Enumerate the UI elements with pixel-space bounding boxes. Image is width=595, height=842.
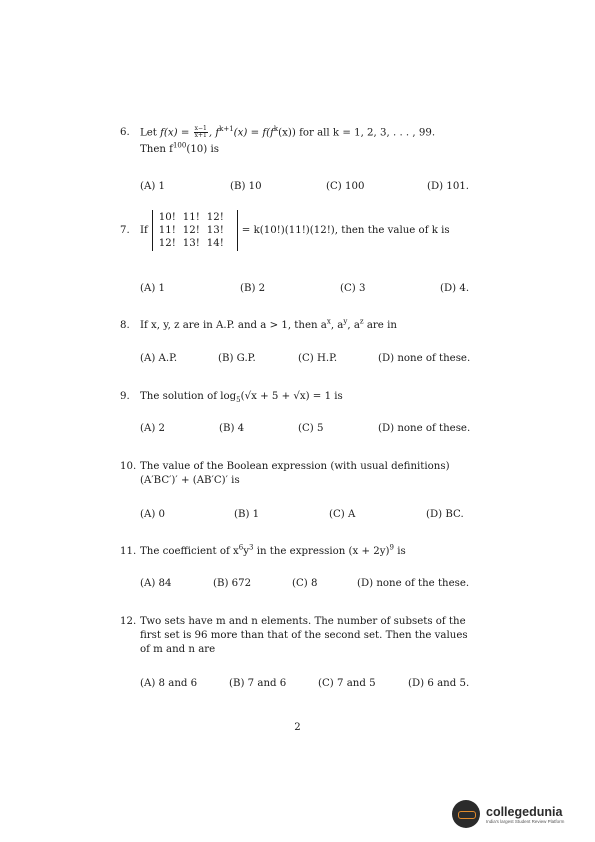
option-d: (D) 4. <box>440 283 470 294</box>
option-d: (D) none of these. <box>378 353 471 364</box>
option-c: (C) 7 and 5 <box>318 678 376 689</box>
question-12 <box>120 615 472 657</box>
option-b: (B) G.P. <box>218 353 256 364</box>
options-6 <box>140 181 475 195</box>
option-a: (A) A.P. <box>140 353 178 364</box>
question-number: 6. <box>120 127 130 138</box>
option-c: (C) 100 <box>326 181 365 192</box>
determinant: 10! 11! 12! 11! 12! 13! 12! 13! 14! <box>152 210 238 251</box>
option-d: (D) BC. <box>426 509 464 520</box>
options-7 <box>140 283 475 297</box>
question-number: 12. <box>120 616 137 627</box>
question-text: Two sets have m and n elements. The number of subsets of the first set is 96 more than that of the second set. Then the values of m and n are <box>140 616 468 655</box>
option-c: (C) 3 <box>340 283 366 294</box>
option-d: (D) none of these. <box>378 423 471 434</box>
question-text: If x, y, z are in A.P. and a > 1, then $a^x$, $a^y$, $a^z$ are in <box>140 317 397 331</box>
page-number: 2 <box>294 722 301 733</box>
fraction: $\frac{x-1}{x+1}$ <box>194 125 207 139</box>
question-6 <box>120 126 472 157</box>
question-8 <box>120 319 472 333</box>
options-10 <box>140 509 475 523</box>
option-b: (B) 2 <box>240 283 266 294</box>
question-number: 11. <box>120 546 137 557</box>
question-10 <box>120 460 472 488</box>
question-number: 9. <box>120 391 130 402</box>
logo-tagline: India's largest Student Review Platform <box>486 818 565 824</box>
question-text: Let f(x) = $\frac{x-1}{x+1}$ , $f^{k+1}(x) = f(f^k(x))$ for all k = 1, 2, 3, . . . , 99. <box>140 125 436 139</box>
option-d: (D) 6 and 5. <box>408 678 470 689</box>
option-b: (B) 4 <box>219 423 245 434</box>
option-c: (C) 8 <box>292 578 318 589</box>
question-text: The solution of $\log_5(√x + 5 + √x) = 1$ is <box>140 391 343 405</box>
options-8 <box>140 353 475 367</box>
options-12 <box>140 678 475 692</box>
option-a: (A) 84 <box>140 578 172 589</box>
option-c: (C) 5 <box>298 423 324 434</box>
option-a: (A) 1 <box>140 283 166 294</box>
question-7: 7. If 10! 11! 12! 11! 12! 13! 12! 13! 14! = k(10!)(11!)(12!), then the value of k is <box>120 212 450 249</box>
option-d: (D) none of the these. <box>357 578 470 589</box>
option-c: (C) H.P. <box>298 353 338 364</box>
option-b: (B) 672 <box>213 578 252 589</box>
option-b: (B) 10 <box>230 181 262 192</box>
collegedunia-logo <box>452 797 592 831</box>
question-number: 8. <box>120 320 130 331</box>
question-text: The coefficient of $x^6y^3$ in the expression $(x + 2y)^9$ is <box>140 543 406 557</box>
option-d: (D) 101. <box>427 181 470 192</box>
option-c: (C) A <box>329 509 356 520</box>
logo-name: collegedunia <box>486 804 563 819</box>
question-text: Then $f^{100}(10)$ is <box>140 141 219 155</box>
options-9 <box>140 423 475 437</box>
mascot-icon <box>452 800 480 828</box>
option-a: (A) 8 and 6 <box>140 678 198 689</box>
question-number: 7. <box>120 224 130 236</box>
question-text: The value of the Boolean expression (with usual definitions) (A′BC′)′ + (AB′C)′ is <box>140 461 450 486</box>
options-11 <box>140 578 475 592</box>
question-9 <box>120 390 472 404</box>
option-a: (A) 2 <box>140 423 166 434</box>
question-11 <box>120 545 472 559</box>
option-a: (A) 0 <box>140 509 166 520</box>
option-a: (A) 1 <box>140 181 166 192</box>
question-number: 10. <box>120 461 137 472</box>
option-b: (B) 1 <box>234 509 260 520</box>
option-b: (B) 7 and 6 <box>229 678 287 689</box>
